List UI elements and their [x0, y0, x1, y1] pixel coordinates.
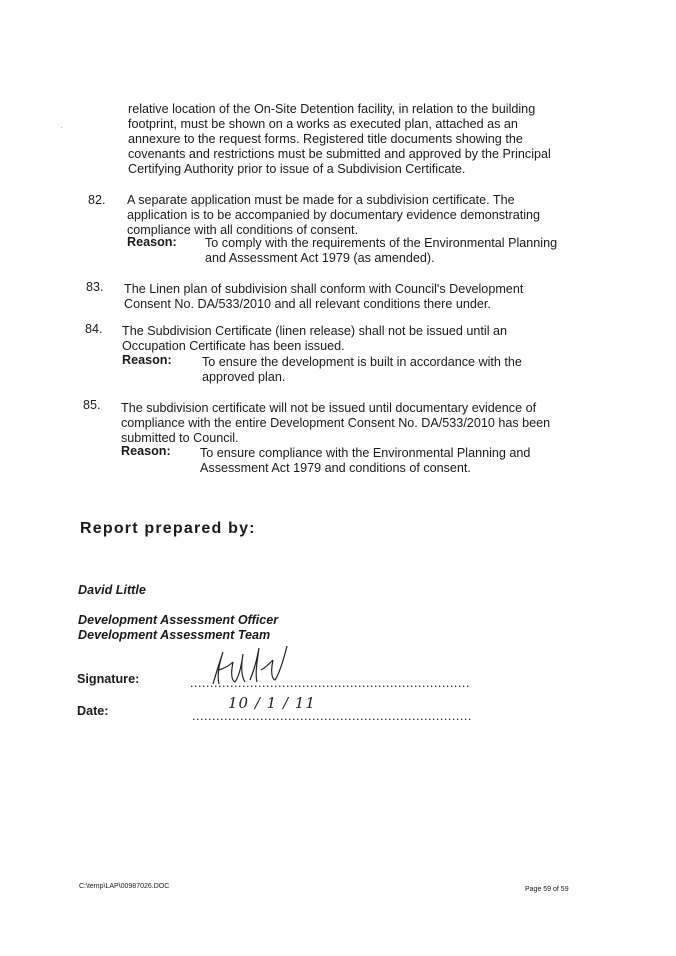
- condition-84-reason: [202, 355, 576, 385]
- report-heading: Report prepared by:: [80, 520, 256, 537]
- text-line: covenants and restrictions must be submitted and approved by the Principal: [128, 147, 551, 161]
- text-line: The Subdivision Certificate (linen release) shall not be issued until an: [122, 324, 508, 338]
- handwritten-date: 10 / 1 / 11: [228, 694, 316, 712]
- text-line: and Assessment Act 1979 (as amended).: [205, 251, 435, 265]
- intro-continuation-paragraph: [128, 102, 580, 177]
- condition-82-text: [127, 193, 578, 238]
- author-team: Development Assessment Team: [78, 628, 271, 642]
- text-line: Consent No. DA/533/2010 and all relevant conditions there under.: [124, 297, 491, 311]
- text-line: compliance with all conditions of consent.: [127, 223, 359, 237]
- text-line: The Linen plan of subdivision shall conform with Council's Development: [124, 282, 524, 296]
- text-line: The subdivision certificate will not be issued until documentary evidence of: [121, 401, 537, 415]
- condition-85-reason: [200, 446, 574, 476]
- footer-file-path: C:\temp\LAP\00987026.DOC: [79, 883, 170, 890]
- reason-label: Reason:: [121, 444, 171, 458]
- text-line: Certifying Authority prior to issue of a Subdivision Certificate.: [128, 162, 466, 176]
- date-label: Date:: [77, 704, 109, 718]
- author-name: David Little: [78, 583, 146, 597]
- condition-83-text: [124, 282, 578, 312]
- condition-85-text: [121, 401, 576, 446]
- signature-line: ......................................................................: [190, 676, 470, 690]
- text-line: annexure to the request forms. Registered title documents showing the: [128, 132, 523, 146]
- text-line: footprint, must be shown on a works as executed plan, attached as an: [128, 117, 518, 131]
- text-line: submitted to Council.: [121, 431, 239, 445]
- condition-number: 82.: [88, 193, 106, 207]
- text-line: relative location of the On-Site Detention facility, in relation to the building: [128, 102, 536, 116]
- condition-number: 83.: [86, 280, 104, 294]
- text-line: A separate application must be made for a subdivision certificate. The: [127, 193, 515, 207]
- handwritten-signature: [195, 640, 305, 696]
- reason-label: Reason:: [122, 353, 172, 367]
- author-title: Development Assessment Officer: [78, 613, 279, 627]
- text-line: approved plan.: [202, 370, 286, 384]
- reason-label: Reason:: [127, 235, 177, 249]
- date-line: ......................................................................: [192, 709, 472, 723]
- condition-82-reason: [205, 236, 578, 266]
- footer-page-number: Page 59 of 59: [525, 886, 569, 893]
- margin-mark: ·: [60, 122, 64, 133]
- text-line: Occupation Certificate has been issued.: [122, 339, 345, 353]
- text-line: To comply with the requirements of the Environmental Planning: [205, 236, 558, 250]
- condition-number: 84.: [85, 322, 103, 336]
- condition-number: 85.: [83, 398, 101, 412]
- condition-84-text: [122, 324, 576, 354]
- text-line: Assessment Act 1979 and conditions of consent.: [200, 461, 471, 475]
- text-line: To ensure the development is built in accordance with the: [202, 355, 522, 369]
- text-line: application is to be accompanied by documentary evidence demonstrating: [127, 208, 541, 222]
- text-line: compliance with the entire Development Consent No. DA/533/2010 has been: [121, 416, 551, 430]
- text-line: To ensure compliance with the Environmental Planning and: [200, 446, 531, 460]
- signature-label: Signature:: [77, 672, 140, 686]
